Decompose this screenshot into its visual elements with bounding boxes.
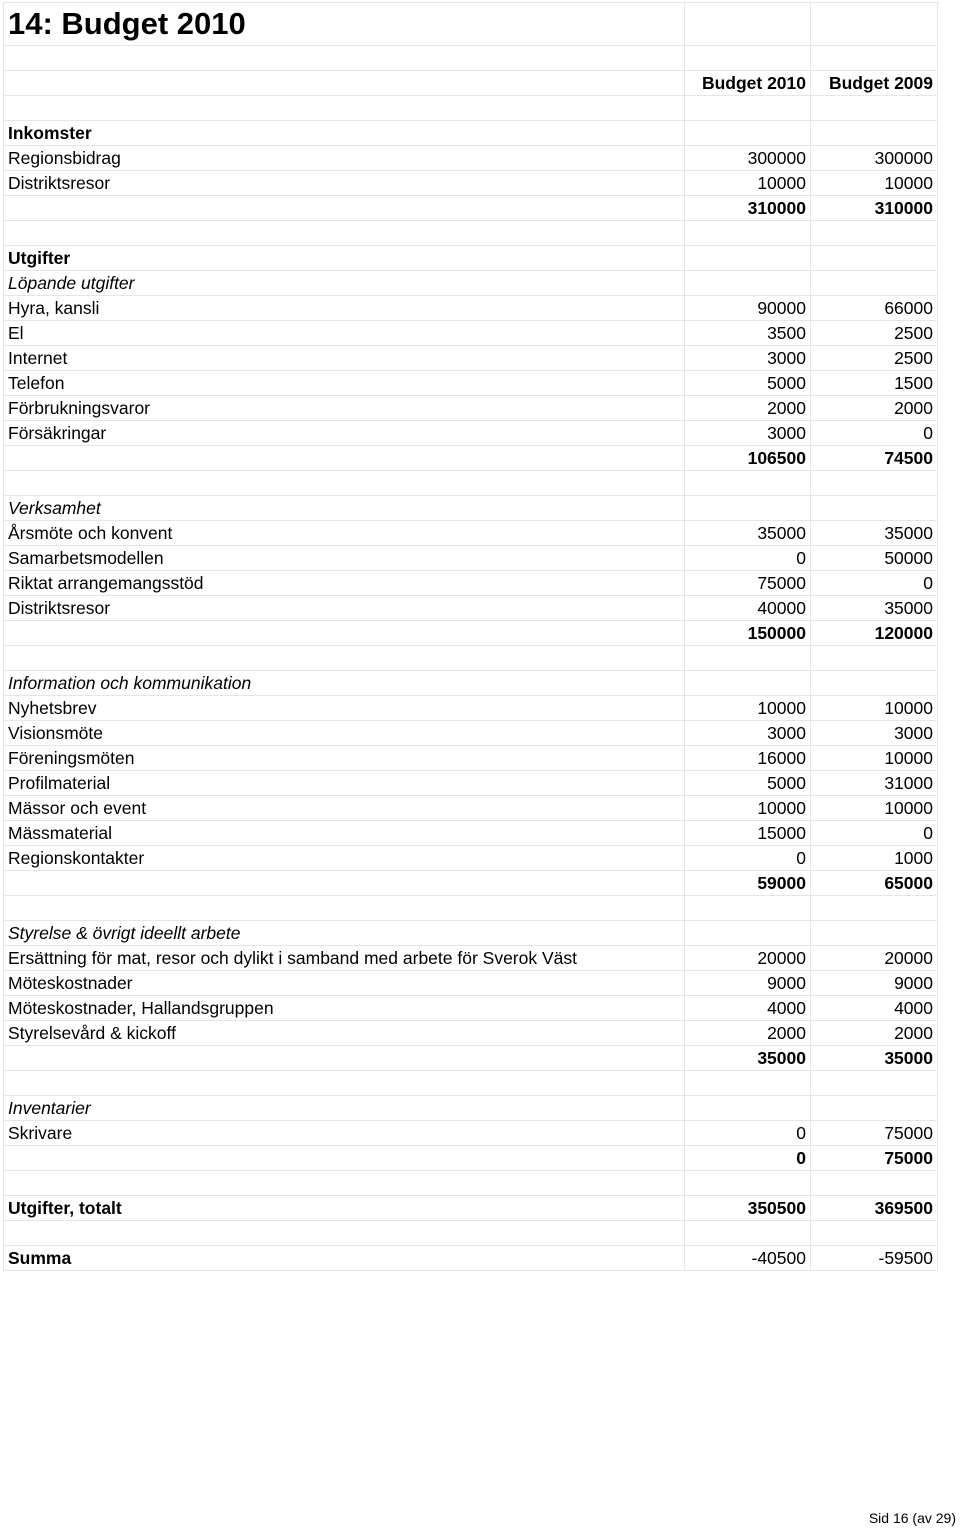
row-label: El <box>4 321 685 346</box>
empty-cell <box>4 196 685 221</box>
summa-row <box>4 1246 938 1271</box>
summa-2010: -40500 <box>685 1246 811 1271</box>
table-row <box>4 596 938 621</box>
value-2010: 5000 <box>685 371 811 396</box>
row-label: Nyhetsbrev <box>4 696 685 721</box>
value-2009: 1000 <box>811 846 938 871</box>
subtotal-2009: 65000 <box>811 871 938 896</box>
value-2009: 50000 <box>811 546 938 571</box>
value-2009: 0 <box>811 821 938 846</box>
table-row <box>4 346 938 371</box>
value-2009: 10000 <box>811 746 938 771</box>
value-2010: 9000 <box>685 971 811 996</box>
row-label: Styrelsevård & kickoff <box>4 1021 685 1046</box>
subtotal-2009: 120000 <box>811 621 938 646</box>
empty-cell <box>811 646 938 671</box>
value-2010: 5000 <box>685 771 811 796</box>
row-label: Möteskostnader <box>4 971 685 996</box>
subtotal-row <box>4 446 938 471</box>
summa-label: Summa <box>4 1246 685 1271</box>
row-label: Riktat arrangemangsstöd <box>4 571 685 596</box>
value-2010: 40000 <box>685 596 811 621</box>
empty-cell <box>4 1071 685 1096</box>
table-row <box>4 996 938 1021</box>
value-2010: 3000 <box>685 721 811 746</box>
section-heading-row <box>4 246 938 271</box>
empty-cell <box>811 96 938 121</box>
empty-cell <box>811 921 938 946</box>
row-label: Föreningsmöten <box>4 746 685 771</box>
value-2009: 10000 <box>811 171 938 196</box>
value-2010: 2000 <box>685 396 811 421</box>
blank-row <box>4 1071 938 1096</box>
value-2010: 10000 <box>685 696 811 721</box>
empty-cell <box>4 646 685 671</box>
empty-cell <box>4 621 685 646</box>
subsection-heading-row <box>4 921 938 946</box>
row-label: Förbrukningsvaror <box>4 396 685 421</box>
subsection-heading: Verksamhet <box>4 496 685 521</box>
empty-cell <box>811 246 938 271</box>
blank-row <box>4 896 938 921</box>
section-heading-row <box>4 121 938 146</box>
empty-cell <box>685 1071 811 1096</box>
value-2009: 2500 <box>811 346 938 371</box>
title-cell-empty <box>685 3 811 46</box>
empty-cell <box>685 1221 811 1246</box>
value-2009: 3000 <box>811 721 938 746</box>
empty-cell <box>811 271 938 296</box>
blank-row <box>4 46 938 71</box>
subtotal-row <box>4 1146 938 1171</box>
empty-cell <box>685 246 811 271</box>
value-2010: 10000 <box>685 171 811 196</box>
empty-cell <box>685 671 811 696</box>
row-label: Regionsbidrag <box>4 146 685 171</box>
subtotal-2010: 310000 <box>685 196 811 221</box>
blank-row <box>4 221 938 246</box>
table-row <box>4 1121 938 1146</box>
blank-row <box>4 1221 938 1246</box>
empty-cell <box>685 221 811 246</box>
subtotal-row <box>4 621 938 646</box>
value-2009: 2500 <box>811 321 938 346</box>
value-2010: 3500 <box>685 321 811 346</box>
subtotal-2009: 35000 <box>811 1046 938 1071</box>
blank-row <box>4 1171 938 1196</box>
empty-cell <box>4 1046 685 1071</box>
value-2010: 4000 <box>685 996 811 1021</box>
empty-cell <box>685 1171 811 1196</box>
subtotal-2009: 310000 <box>811 196 938 221</box>
empty-cell <box>4 871 685 896</box>
row-label: Mässor och event <box>4 796 685 821</box>
subsection-heading-row <box>4 271 938 296</box>
subtotal-2009: 74500 <box>811 446 938 471</box>
section-heading: Inkomster <box>4 121 685 146</box>
empty-cell <box>685 921 811 946</box>
empty-cell <box>685 1096 811 1121</box>
value-2010: 16000 <box>685 746 811 771</box>
row-label: Samarbetsmodellen <box>4 546 685 571</box>
value-2010: 15000 <box>685 821 811 846</box>
value-2009: 300000 <box>811 146 938 171</box>
value-2009: 2000 <box>811 396 938 421</box>
value-2010: 20000 <box>685 946 811 971</box>
subtotal-2009: 75000 <box>811 1146 938 1171</box>
table-row <box>4 721 938 746</box>
grand-total-label: Utgifter, totalt <box>4 1196 685 1221</box>
empty-cell <box>4 96 685 121</box>
table-row <box>4 321 938 346</box>
empty-cell <box>4 46 685 71</box>
grand-total-2010: 350500 <box>685 1196 811 1221</box>
empty-cell <box>4 1171 685 1196</box>
empty-cell <box>4 221 685 246</box>
row-label: Skrivare <box>4 1121 685 1146</box>
table-row <box>4 421 938 446</box>
row-label: Distriktsresor <box>4 171 685 196</box>
table-row <box>4 396 938 421</box>
empty-cell <box>811 1171 938 1196</box>
column-header-row <box>4 71 938 96</box>
empty-cell <box>811 496 938 521</box>
value-2009: 4000 <box>811 996 938 1021</box>
value-2010: 75000 <box>685 571 811 596</box>
empty-cell <box>4 446 685 471</box>
value-2009: 0 <box>811 421 938 446</box>
table-row <box>4 171 938 196</box>
row-label: Internet <box>4 346 685 371</box>
value-2010: 35000 <box>685 521 811 546</box>
empty-cell <box>811 671 938 696</box>
grand-total-2009: 369500 <box>811 1196 938 1221</box>
blank-row <box>4 96 938 121</box>
table-row <box>4 521 938 546</box>
subtotal-2010: 0 <box>685 1146 811 1171</box>
table-row <box>4 371 938 396</box>
budget-table <box>3 2 938 1271</box>
subsection-heading: Löpande utgifter <box>4 271 685 296</box>
subtotal-2010: 59000 <box>685 871 811 896</box>
empty-cell <box>811 896 938 921</box>
title-cell-empty <box>811 3 938 46</box>
value-2010: 0 <box>685 846 811 871</box>
value-2010: 3000 <box>685 346 811 371</box>
subsection-heading: Styrelse & övrigt ideellt arbete <box>4 921 685 946</box>
empty-cell <box>4 471 685 496</box>
subsection-heading: Inventarier <box>4 1096 685 1121</box>
value-2009: 10000 <box>811 696 938 721</box>
subsection-heading-row <box>4 1096 938 1121</box>
empty-cell <box>811 1221 938 1246</box>
row-label: Årsmöte och konvent <box>4 521 685 546</box>
blank-row <box>4 646 938 671</box>
empty-cell <box>685 121 811 146</box>
table-row <box>4 946 938 971</box>
value-2009: 2000 <box>811 1021 938 1046</box>
row-label: Telefon <box>4 371 685 396</box>
value-2009: 75000 <box>811 1121 938 1146</box>
value-2010: 2000 <box>685 1021 811 1046</box>
section-heading: Utgifter <box>4 246 685 271</box>
value-2010: 300000 <box>685 146 811 171</box>
subsection-heading: Information och kommunikation <box>4 671 685 696</box>
grand-total-row <box>4 1196 938 1221</box>
empty-cell <box>4 1221 685 1246</box>
row-label: Profilmaterial <box>4 771 685 796</box>
empty-cell <box>811 46 938 71</box>
value-2009: 35000 <box>811 596 938 621</box>
value-2010: 90000 <box>685 296 811 321</box>
empty-cell <box>811 121 938 146</box>
empty-cell <box>811 221 938 246</box>
subtotal-row <box>4 871 938 896</box>
subtotal-row <box>4 1046 938 1071</box>
row-label: Distriktsresor <box>4 596 685 621</box>
value-2010: 3000 <box>685 421 811 446</box>
row-label: Hyra, kansli <box>4 296 685 321</box>
value-2009: 66000 <box>811 296 938 321</box>
empty-cell <box>4 1146 685 1171</box>
table-row <box>4 1021 938 1046</box>
table-row <box>4 846 938 871</box>
value-2009: 20000 <box>811 946 938 971</box>
value-2009: 31000 <box>811 771 938 796</box>
value-2009: 10000 <box>811 796 938 821</box>
empty-cell <box>685 646 811 671</box>
title-row <box>4 3 938 46</box>
empty-cell <box>685 471 811 496</box>
value-2009: 0 <box>811 571 938 596</box>
subtotal-2010: 35000 <box>685 1046 811 1071</box>
subsection-heading-row <box>4 496 938 521</box>
table-row <box>4 146 938 171</box>
table-row <box>4 696 938 721</box>
row-label: Ersättning för mat, resor och dylikt i samband med arbete för Sverok Väst <box>4 946 685 971</box>
row-label: Möteskostnader, Hallandsgruppen <box>4 996 685 1021</box>
value-2009: 35000 <box>811 521 938 546</box>
empty-cell <box>811 1071 938 1096</box>
empty-cell <box>811 1096 938 1121</box>
value-2010: 0 <box>685 1121 811 1146</box>
value-2010: 0 <box>685 546 811 571</box>
subsection-heading-row <box>4 671 938 696</box>
table-row <box>4 771 938 796</box>
blank-row <box>4 471 938 496</box>
column-header-2010: Budget 2010 <box>685 71 811 96</box>
empty-cell <box>685 496 811 521</box>
value-2009: 9000 <box>811 971 938 996</box>
column-header-2009: Budget 2009 <box>811 71 938 96</box>
value-2010: 10000 <box>685 796 811 821</box>
empty-cell <box>685 271 811 296</box>
table-row <box>4 971 938 996</box>
subtotal-2010: 106500 <box>685 446 811 471</box>
empty-cell <box>685 96 811 121</box>
empty-cell <box>811 471 938 496</box>
empty-cell <box>685 46 811 71</box>
empty-cell <box>685 896 811 921</box>
subtotal-row <box>4 196 938 221</box>
value-2009: 1500 <box>811 371 938 396</box>
row-label: Regionskontakter <box>4 846 685 871</box>
subtotal-2010: 150000 <box>685 621 811 646</box>
summa-2009: -59500 <box>811 1246 938 1271</box>
empty-cell <box>4 71 685 96</box>
row-label: Visionsmöte <box>4 721 685 746</box>
table-row <box>4 546 938 571</box>
table-row <box>4 821 938 846</box>
page-number: Sid 16 (av 29) <box>868 1510 956 1526</box>
table-row <box>4 296 938 321</box>
page-title: 14: Budget 2010 <box>4 3 685 46</box>
table-row <box>4 796 938 821</box>
row-label: Mässmaterial <box>4 821 685 846</box>
table-row <box>4 571 938 596</box>
table-row <box>4 746 938 771</box>
empty-cell <box>4 896 685 921</box>
row-label: Försäkringar <box>4 421 685 446</box>
